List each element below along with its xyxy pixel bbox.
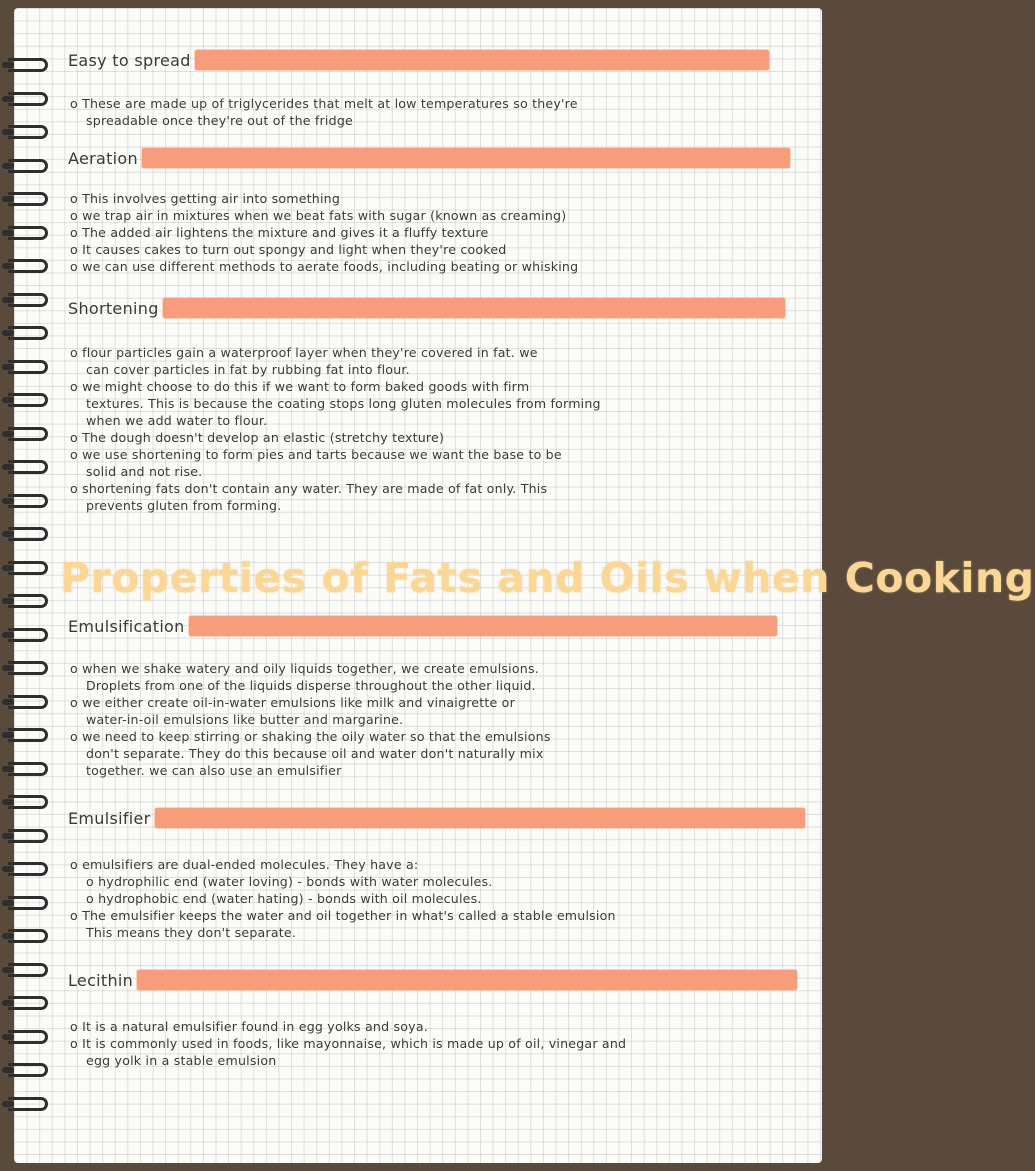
note-line: o hydrophobic end (water hating) - bonds with oil molecules.	[86, 891, 482, 906]
note-line: when we add water to flour.	[86, 413, 268, 428]
note-line: o It causes cakes to turn out spongy and light when they're cooked	[70, 242, 507, 257]
note-line: o It is commonly used in foods, like mayonnaise, which is made up of oil, vinegar and	[70, 1036, 627, 1051]
highlight-bar	[155, 808, 805, 828]
note-line: together. we can also use an emulsifier	[86, 763, 342, 778]
note-line: This means they don't separate.	[86, 925, 297, 940]
heading-label: Shortening	[68, 298, 159, 318]
note-line: can cover particles in fat by rubbing fat into flour.	[86, 362, 410, 377]
note-line: o This involves getting air into something	[70, 191, 341, 206]
note-line: o The dough doesn't develop an elastic (stretchy texture)	[70, 430, 445, 445]
note-line: Droplets from one of the liquids disperse throughout the other liquid.	[86, 678, 536, 693]
notebook-page	[14, 8, 1035, 1163]
heading-label: Emulsifier	[68, 808, 151, 828]
note-line: o shortening fats don't contain any water. They are made of fat only. This	[70, 481, 548, 496]
note-line: water-in-oil emulsions like butter and margarine.	[86, 712, 404, 727]
emulsifier-notes	[70, 856, 616, 941]
note-line: solid and not rise.	[86, 464, 203, 479]
note-line: o when we shake watery and oily liquids together, we create emulsions.	[70, 661, 539, 676]
heading-emulsifier	[68, 808, 805, 828]
page-title: Properties of Fats and Oils when Cooking	[60, 554, 1035, 602]
note-line: o These are made up of triglycerides that melt at low temperatures so they're	[70, 96, 578, 111]
note-line: o we need to keep stirring or shaking the oily water so that the emulsions	[70, 729, 551, 744]
emulsification-notes	[70, 660, 551, 779]
heading-label: Emulsification	[68, 616, 185, 636]
heading-label: Aeration	[68, 148, 138, 168]
heading-lecithin	[68, 970, 797, 990]
note-line: o we can use different methods to aerate foods, including beating or whisking	[70, 259, 579, 274]
heading-easy-to-spread	[68, 50, 769, 70]
highlight-bar	[195, 50, 769, 70]
note-line: o flour particles gain a waterproof layer when they're covered in fat. we	[70, 345, 538, 360]
note-line: o we might choose to do this if we want to form baked goods with firm	[70, 379, 530, 394]
aeration-notes	[70, 190, 578, 275]
note-line: o The emulsifier keeps the water and oil together in what's called a stable emulsion	[70, 908, 616, 923]
note-line: prevents gluten from forming.	[86, 498, 282, 513]
note-line: o we either create oil-in-water emulsions like milk and vinaigrette or	[70, 695, 515, 710]
note-line: o we use shortening to form pies and tarts because we want the base to be	[70, 447, 562, 462]
heading-aeration	[68, 148, 790, 168]
heading-emulsification	[68, 616, 777, 636]
lecithin-notes	[70, 1018, 626, 1069]
note-line: o we trap air in mixtures when we beat fats with sugar (known as creaming)	[70, 208, 567, 223]
note-line: o The added air lightens the mixture and gives it a fluffy texture	[70, 225, 489, 240]
note-line: textures. This is because the coating stops long gluten molecules from forming	[86, 396, 601, 411]
heading-label: Easy to spread	[68, 50, 191, 70]
highlight-bar	[189, 616, 777, 636]
note-line: o emulsifiers are dual-ended molecules. They have a:	[70, 857, 419, 872]
note-line: o It is a natural emulsifier found in egg yolks and soya.	[70, 1019, 428, 1034]
heading-shortening	[68, 298, 785, 318]
highlight-bar	[163, 298, 785, 318]
highlight-bar	[137, 970, 797, 990]
shortening-notes	[70, 344, 601, 514]
note-line: don't separate. They do this because oil and water don't naturally mix	[86, 746, 544, 761]
easy-to-spread-notes	[70, 95, 578, 129]
heading-label: Lecithin	[68, 970, 134, 990]
note-line: o hydrophilic end (water loving) - bonds with water molecules.	[86, 874, 493, 889]
highlight-bar	[142, 148, 790, 168]
note-line: spreadable once they're out of the fridge	[86, 113, 353, 128]
note-line: egg yolk in a stable emulsion	[86, 1053, 277, 1068]
